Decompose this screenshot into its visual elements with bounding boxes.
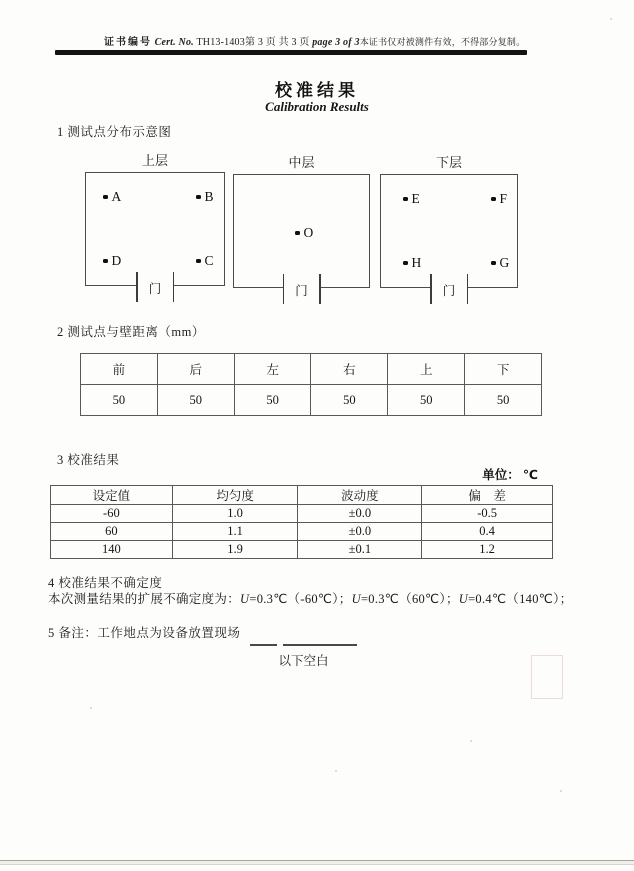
point-dot-icon bbox=[196, 195, 201, 200]
table-header-row bbox=[51, 486, 553, 505]
col-header: 左 bbox=[234, 354, 311, 385]
layer-box-lower bbox=[380, 152, 518, 298]
table-row bbox=[51, 523, 553, 541]
door-label: 门 bbox=[148, 282, 162, 296]
cell: ±0.1 bbox=[298, 541, 422, 559]
cell: 1.0 bbox=[172, 505, 298, 523]
layer-label-middle: 中层 bbox=[288, 155, 315, 170]
validity-notice: 本证书仅对被测件有效，不得部分复制。 bbox=[359, 37, 526, 47]
end-rule-segment bbox=[250, 644, 277, 646]
cert-no-value: TH13-1403 bbox=[196, 37, 245, 48]
u-value: =0.4℃（140℃）； bbox=[468, 592, 573, 606]
test-point: A bbox=[103, 189, 121, 205]
chamber-rect-upper bbox=[85, 172, 225, 296]
test-point: B bbox=[196, 189, 214, 205]
door-label: 门 bbox=[442, 284, 456, 298]
col-header: 上 bbox=[388, 354, 465, 385]
table-row bbox=[51, 541, 553, 559]
cell: -60 bbox=[51, 505, 173, 523]
page-subtitle: Calibration Results bbox=[265, 99, 369, 114]
u-symbol: U bbox=[458, 592, 469, 606]
layer-label-upper: 上层 bbox=[141, 153, 168, 168]
test-point: G bbox=[491, 255, 509, 271]
point-dot-icon bbox=[491, 197, 496, 202]
test-point: D bbox=[103, 253, 121, 269]
layer-box-middle bbox=[233, 152, 370, 298]
test-point: E bbox=[403, 191, 420, 207]
point-dot-icon bbox=[403, 197, 408, 202]
col-header: 右 bbox=[311, 354, 388, 385]
cell: ±0.0 bbox=[298, 523, 422, 541]
point-dot-icon bbox=[103, 195, 108, 200]
cell: ±0.0 bbox=[298, 505, 422, 523]
cell: 60 bbox=[51, 523, 173, 541]
cell: 0.4 bbox=[422, 523, 553, 541]
cell: 50 bbox=[311, 385, 388, 416]
cell: 1.9 bbox=[172, 541, 298, 559]
end-rule-segment bbox=[283, 644, 357, 646]
u-symbol: U bbox=[240, 592, 250, 606]
cell: 1.2 bbox=[422, 541, 553, 559]
test-point: F bbox=[491, 191, 507, 207]
layer-label-lower: 下层 bbox=[435, 155, 462, 170]
cell: -0.5 bbox=[422, 505, 553, 523]
cell: 50 bbox=[157, 385, 234, 416]
col-header: 均匀度 bbox=[172, 486, 298, 505]
results-table bbox=[50, 485, 553, 559]
cell: 50 bbox=[388, 385, 465, 416]
point-dot-icon bbox=[403, 261, 408, 266]
test-point: H bbox=[403, 255, 421, 271]
cell: 50 bbox=[465, 385, 542, 416]
page-header bbox=[104, 33, 624, 48]
layer-box-upper bbox=[85, 150, 225, 296]
header-rule bbox=[55, 50, 527, 55]
section-1-heading: 1 测试点分布示意图 bbox=[57, 125, 172, 139]
section-4-heading: 4 校准结果不确定度 bbox=[48, 576, 163, 590]
bottom-scan-edge bbox=[0, 860, 634, 865]
page-count-en: page 3 of 3 bbox=[312, 37, 360, 48]
u-symbol: U bbox=[351, 592, 361, 606]
point-dot-icon bbox=[196, 259, 201, 264]
door-marker bbox=[136, 272, 174, 302]
unit-label: 单位： ℃ bbox=[482, 468, 538, 482]
col-header: 后 bbox=[157, 354, 234, 385]
u-value: =0.3℃（-60℃）； bbox=[249, 592, 352, 606]
page-count-cn: 第 3 页 共 3 页 bbox=[244, 37, 310, 48]
point-dot-icon bbox=[103, 259, 108, 264]
col-header: 偏 差 bbox=[422, 486, 553, 505]
page-title: 校准结果 bbox=[275, 81, 359, 101]
section-3-heading: 3 校准结果 bbox=[57, 453, 120, 467]
table-header-row bbox=[81, 354, 542, 385]
point-dot-icon bbox=[295, 231, 300, 236]
col-header: 下 bbox=[465, 354, 542, 385]
col-header: 波动度 bbox=[298, 486, 422, 505]
test-point: O bbox=[295, 225, 313, 241]
u-value: =0.3℃（60℃）； bbox=[360, 592, 459, 606]
table-row bbox=[51, 505, 553, 523]
col-header: 前 bbox=[81, 354, 158, 385]
chamber-rect-lower bbox=[380, 174, 518, 298]
col-header: 设定值 bbox=[51, 486, 173, 505]
scan-artifact bbox=[531, 655, 563, 699]
uncertainty-prefix: 本次测量结果的扩展不确定度为： bbox=[48, 592, 241, 606]
cell: 50 bbox=[81, 385, 158, 416]
cell: 50 bbox=[234, 385, 311, 416]
cert-no-label-en: Cert. No. bbox=[154, 37, 194, 48]
cert-no-label-cn: 证书编号 bbox=[104, 37, 152, 48]
door-label: 门 bbox=[295, 284, 308, 298]
chamber-rect-middle bbox=[233, 174, 370, 298]
test-point: C bbox=[196, 253, 214, 269]
section-2-heading: 2 测试点与壁距离（mm） bbox=[57, 325, 205, 339]
door-marker bbox=[283, 274, 321, 304]
wall-distance-table bbox=[80, 353, 542, 416]
uncertainty-text bbox=[48, 589, 608, 607]
door-marker bbox=[430, 274, 468, 304]
section-5-heading: 5 备注：工作地点为设备放置现场 bbox=[48, 626, 241, 640]
cell: 140 bbox=[51, 541, 173, 559]
table-value-row bbox=[81, 385, 542, 416]
cell: 1.1 bbox=[172, 523, 298, 541]
end-note: 以下空白 bbox=[278, 654, 329, 668]
point-dot-icon bbox=[491, 261, 496, 266]
